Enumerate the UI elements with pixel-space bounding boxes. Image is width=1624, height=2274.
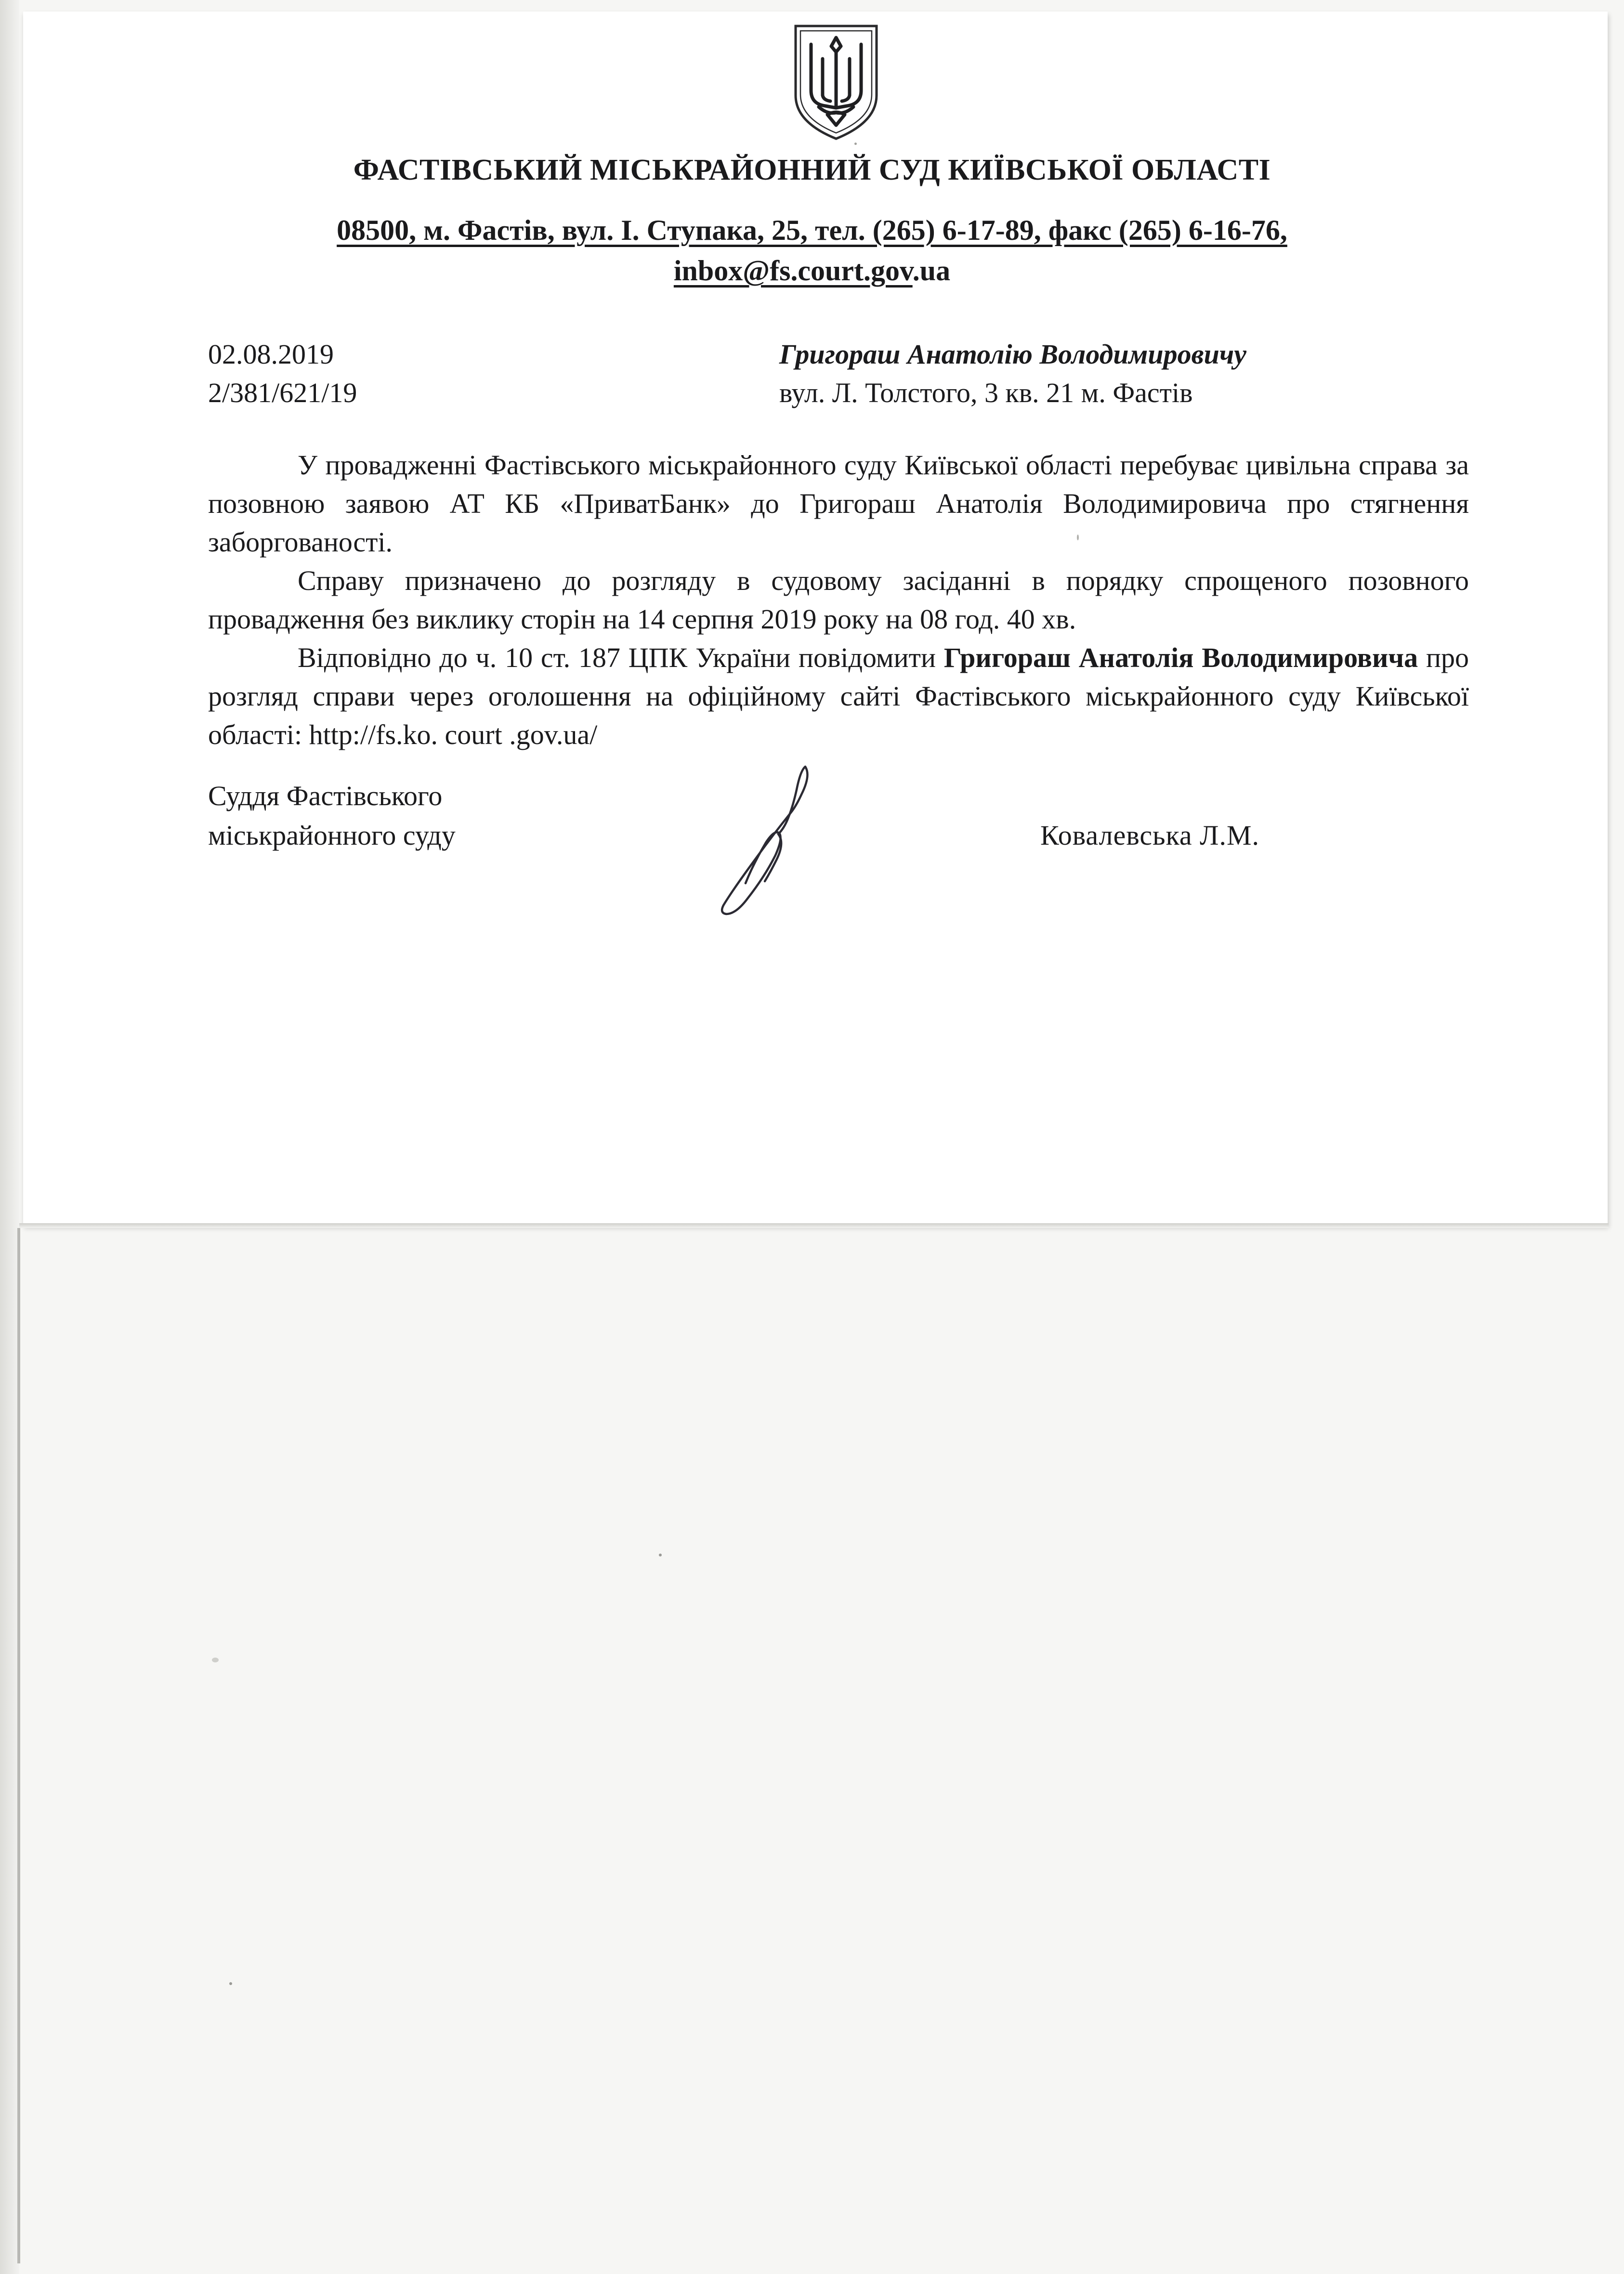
notice-body: [208, 446, 1469, 754]
scan-edge-shadow: [0, 0, 19, 2274]
scan-speck: [854, 143, 857, 145]
judge-position-line-2: міськрайонного суду: [208, 820, 456, 851]
scan-speck: [229, 1982, 232, 1985]
handwritten-signature-icon: [694, 761, 828, 925]
recipient-address: вул. Л. Толстого, 3 кв. 21 м. Фастів: [779, 377, 1193, 408]
court-address-line: 08500, м. Фастів, вул. І. Ступака, 25, тел. (265) 6-17-89, факс (265) 6-16-76,: [337, 214, 1287, 246]
sheet-bottom-edge: [19, 1223, 1609, 1228]
court-email-line: [0, 250, 1624, 291]
judge-position: [208, 776, 456, 855]
judge-position-line-1: Суддя Фастівського: [208, 780, 443, 811]
body-paragraph-2: Справу призначено до розгляду в судовому засіданні в порядку спрощеного позовного провадження без виклику сторін на 14 серпня 2019 року на 08 год. 40 хв.: [208, 565, 1469, 635]
body-paragraph-1: У провадженні Фастівського міськрайонного суду Київської області перебуває цивільна справа за позовною заявою АТ КБ «ПриватБанк» до Григораш Анатолія Володимировича про стягнення заборгованості.: [208, 449, 1469, 558]
court-name-heading: ФАСТІВСЬКИЙ МІСЬКРАЙОННИЙ СУД КИЇВСЬКОЇ ОБЛАСТІ: [353, 154, 1271, 186]
recipient-block: [779, 335, 1246, 412]
body-paragraph-3-start: Відповідно до ч. 10 ст. 187 ЦПК України повідомити: [298, 642, 944, 673]
page-edge-line: [17, 1228, 20, 2263]
scan-speck: [659, 1554, 662, 1556]
document-date: 02.08.2019: [208, 339, 334, 370]
court-email-suffix: .ua: [912, 255, 951, 287]
defendant-name: Григораш Анатолія Володимировича: [943, 642, 1418, 673]
body-paragraph-3: [208, 639, 1469, 754]
judge-name: Ковалевська Л.М.: [1040, 820, 1260, 851]
tryzub-emblem-icon: [792, 23, 880, 142]
scan-speck: [1077, 535, 1079, 540]
case-number: 2/381/621/19: [208, 377, 357, 408]
court-email: inbox@fs.court.gov: [673, 255, 913, 287]
scan-speck: [212, 1658, 219, 1662]
document-meta: [208, 335, 357, 412]
court-address: [0, 210, 1624, 291]
recipient-name: Григораш Анатолію Володимировичу: [779, 339, 1247, 370]
body-paragraph-3-end: про розгляд справи через оголошення на офіційному сайті Фастівського міськрайонного суду Київської області: http://fs.ko. court .gov.ua/: [208, 642, 1469, 750]
